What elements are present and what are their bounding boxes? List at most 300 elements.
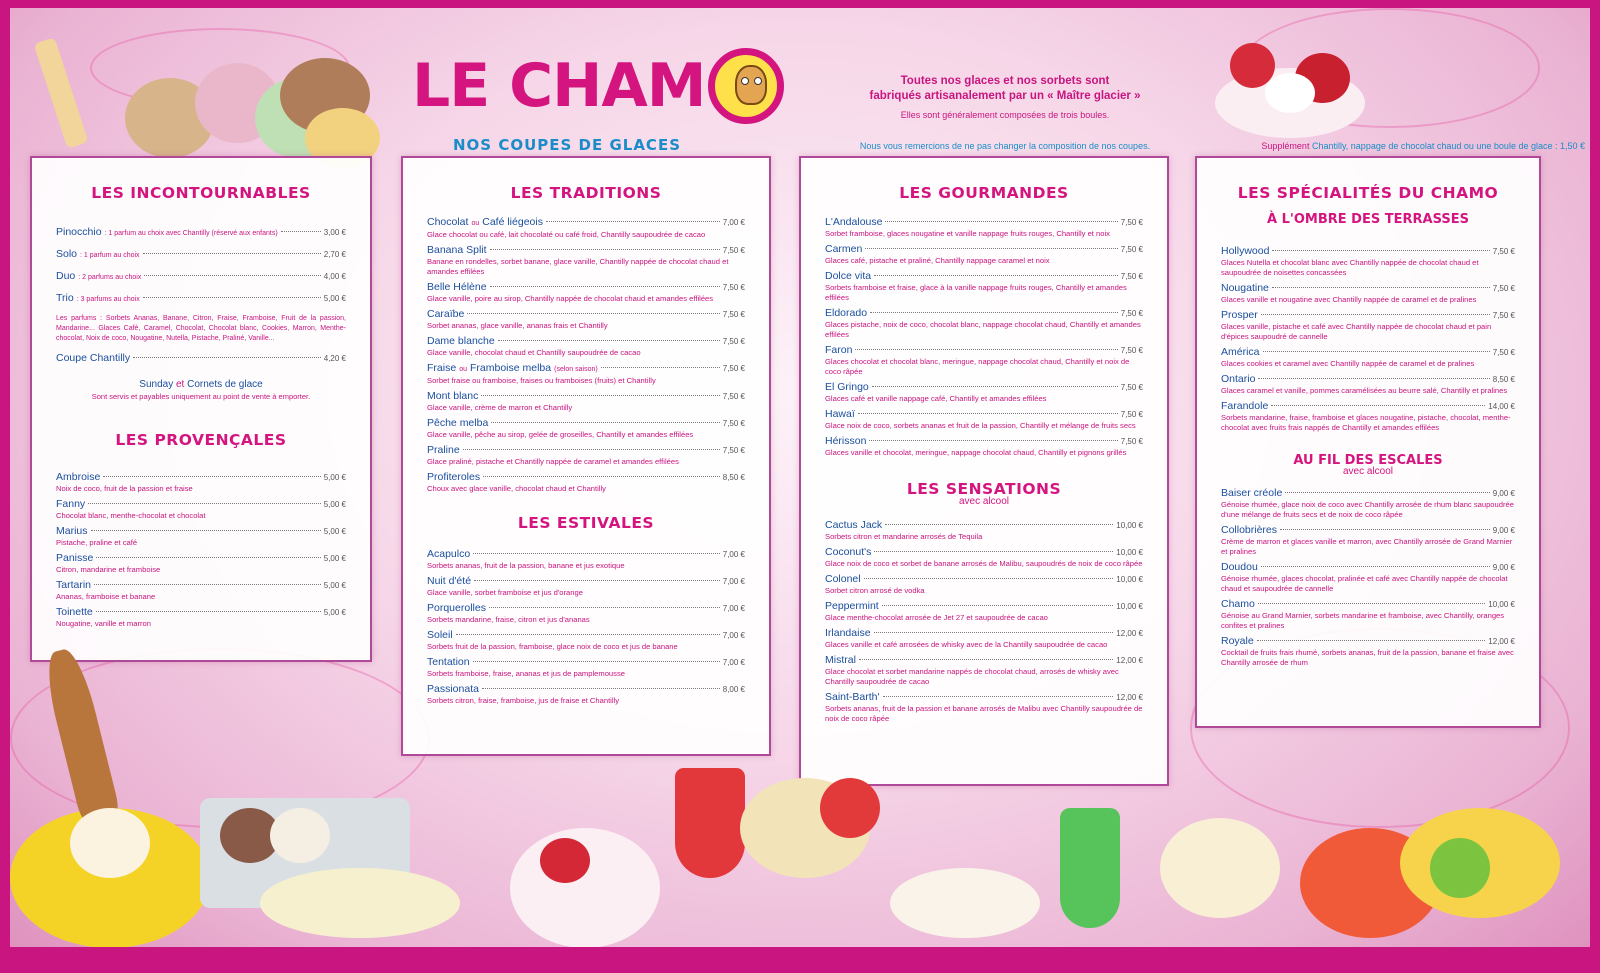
menu-item-row <box>825 243 1143 256</box>
menu-item-row <box>56 606 346 619</box>
item-description: Glaces caramel et vanille, pommes caramélisées au beurre salé, Chantilly et pralines <box>1221 386 1508 395</box>
dot-leader <box>1263 351 1490 352</box>
menu-item <box>403 390 769 413</box>
item-price: 7,50 € <box>722 364 745 373</box>
item-description: Glaces café, pistache et praliné, Chantilly nappage caramel et noix <box>825 256 1050 265</box>
subsection-subtitle: avec alcool <box>1342 466 1394 477</box>
menu-item-row <box>427 216 745 230</box>
menu-item <box>1197 245 1539 278</box>
menu-item <box>1197 309 1539 342</box>
dot-leader <box>1258 378 1489 379</box>
menu-item-row <box>825 408 1143 421</box>
item-price: 7,00 € <box>722 604 745 613</box>
item-price: 5,00 € <box>323 294 346 303</box>
menu-item <box>32 471 370 494</box>
item-description: Ananas, framboise et banane <box>56 592 156 601</box>
section-title: LES SENSATIONS <box>906 480 1062 498</box>
menu-item <box>1197 373 1539 396</box>
menu-item <box>403 244 769 277</box>
item-price: 9,00 € <box>1492 526 1515 535</box>
section-subtitle: avec alcool <box>958 496 1010 507</box>
item-description: Pistache, praline et café <box>56 538 138 547</box>
item-name: Pinocchio <box>56 226 102 238</box>
item-name: Profiteroles <box>427 471 481 483</box>
section-title: LES INCONTOURNABLES <box>91 184 311 202</box>
escales-list <box>1197 487 1539 668</box>
dot-leader <box>858 413 1118 414</box>
dot-leader <box>870 312 1118 313</box>
item-price: 7,50 € <box>722 283 745 292</box>
menu-item <box>32 270 370 284</box>
menu-item-row <box>427 656 745 669</box>
menu-item <box>801 344 1167 377</box>
menu-item-row <box>825 654 1143 667</box>
item-price: 7,00 € <box>722 550 745 559</box>
dot-leader <box>546 221 720 222</box>
dot-leader <box>143 253 321 254</box>
item-price: 5,00 € <box>323 500 346 509</box>
item-description: Génoise rhumée, glaces chocolat, pralinée et café avec Chantilly nappée de chocolat chaud et saupoudrée de cannelle <box>1221 574 1508 593</box>
item-description: Glace chocolat ou café, lait chocolaté ou café froid, Chantilly saupoudrée de cacao <box>427 230 706 239</box>
thanks-note: Nous vous remercions de ne pas changer la composition de nos coupes. <box>859 141 1151 151</box>
item-price: 5,00 € <box>323 608 346 617</box>
menu-item <box>403 602 769 625</box>
menu-item-row <box>1221 309 1515 322</box>
menu-item-row <box>1221 346 1515 359</box>
menu-item-row <box>1221 373 1515 386</box>
dot-leader <box>1272 287 1490 288</box>
item-name: Chocolat <box>427 216 469 228</box>
menu-item <box>801 381 1167 404</box>
item-name: Hérisson <box>825 435 867 447</box>
item-description: Glaces vanille, pistache et café avec Chantilly nappée de chocolat chaud et pain d'épices saupoudré de cannelle <box>1221 322 1492 341</box>
item-name: Porquerolles <box>427 602 486 614</box>
item-price: 7,50 € <box>722 246 745 255</box>
provencales-list <box>32 471 370 629</box>
menu-item <box>801 270 1167 303</box>
dot-leader <box>1261 566 1490 567</box>
item-price: 8,50 € <box>1492 375 1515 384</box>
menu-item <box>403 471 769 494</box>
menu-item-row <box>825 344 1143 357</box>
item-price: 5,00 € <box>323 581 346 590</box>
dot-leader <box>874 551 1113 552</box>
item-description: Glace chocolat et sorbet mandarine nappés de chocolat chaud, arrosés de whisky avec Chantilly saupoudrée de cacao <box>825 667 1119 686</box>
item-price: 12,00 € <box>1488 637 1515 646</box>
item-price: 12,00 € <box>1116 656 1143 665</box>
dot-leader <box>1257 640 1486 641</box>
item-name: Duo <box>56 270 76 282</box>
estivales-list <box>403 548 769 706</box>
dot-leader <box>96 557 320 558</box>
item-description: Glace vanille, sorbet framboise et jus d'orange <box>427 588 583 597</box>
menu-item-row <box>1221 524 1515 537</box>
dot-leader <box>490 286 720 287</box>
item-name: Dolce vita <box>825 270 872 282</box>
item-price: 7,00 € <box>722 577 745 586</box>
menu-item <box>1197 487 1539 520</box>
item-description: Sorbets framboise et fraise, glace à la vanille nappage fruits rouges, Chantilly et amandes effilées <box>825 283 1127 302</box>
item-name: Hollywood <box>1221 245 1270 257</box>
item-description: Sorbet ananas, glace vanille, ananas frais et Chantilly <box>427 321 608 330</box>
item-price: 7,50 € <box>1120 383 1143 392</box>
menu-item-row <box>427 444 745 457</box>
item-price: 7,50 € <box>1120 437 1143 446</box>
dot-leader <box>885 221 1117 222</box>
menu-item-row <box>1221 487 1515 500</box>
sunday-note: Sunday et Cornets de glace <box>139 379 263 390</box>
item-name: Doudou <box>1221 561 1258 573</box>
menu-item <box>801 519 1167 542</box>
item-description: Glace menthe-chocolat arrosée de Jet 27 et saupoudrée de cacao <box>825 613 1048 622</box>
menu-item <box>801 691 1167 724</box>
menu-item <box>801 573 1167 596</box>
menu-item <box>32 226 370 240</box>
item-price: 7,00 € <box>722 631 745 640</box>
menu-item-row <box>56 226 346 240</box>
item-inline-note: ou <box>459 366 467 373</box>
item-inline-note: : 2 parfums au choix <box>78 274 142 281</box>
menu-item <box>403 629 769 652</box>
incontournables-list <box>32 226 370 306</box>
item-price: 8,50 € <box>722 473 745 482</box>
item-name: Carmen <box>825 243 863 255</box>
menu-item <box>32 606 370 629</box>
gourmandes-list <box>801 216 1167 458</box>
menu-item-row <box>427 281 745 294</box>
menu-item-row <box>427 575 745 588</box>
menu-item-row <box>1221 561 1515 574</box>
menu-item <box>403 362 769 386</box>
dot-leader <box>144 275 320 276</box>
item-description: Glace vanille, chocolat chaud et Chantilly saupoudrée de cacao <box>427 348 641 357</box>
intro-text <box>840 74 1170 120</box>
item-name: Coconut's <box>825 546 872 558</box>
sunday-detail: Sont servis et payables uniquement au point de vente à emporter. <box>91 392 311 401</box>
terrasses-list <box>1197 245 1539 433</box>
item-name: Tentation <box>427 656 470 668</box>
item-description: Glaces Nutella et chocolat blanc avec Chantilly nappée de chocolat chaud et saupoudrée de noisettes concassées <box>1221 258 1479 277</box>
item-name: Hawaï <box>825 408 855 420</box>
menu-item-row <box>427 390 745 403</box>
subsection-title: AU FIL DES ESCALES <box>1293 453 1443 468</box>
subsection-title: À L'OMBRE DES TERRASSES <box>1267 212 1469 227</box>
item-name: Toinette <box>56 606 93 618</box>
item-price: 2,70 € <box>323 250 346 259</box>
parfums-note: Les parfums : Sorbets Ananas, Banane, Citron, Fraise, Framboise, Fruit de la passion, Mandarine... Glaces Café, Caramel, Chocolat, Chocolat blanc, Cookies, Marron, Menthe-chocolat, Noix de coco, Nougatine, Nutella, Pistache, Praliné, Vanille... <box>56 315 346 342</box>
section-title: LES ESTIVALES <box>517 514 655 532</box>
menu-item <box>403 444 769 467</box>
menu-item <box>1197 635 1539 668</box>
menu-item <box>801 627 1167 650</box>
dot-leader <box>456 634 720 635</box>
item-description: Génoise rhumée, glace noix de coco avec Chantilly arrosée de rhum blanc saupoudrée d'une mélange de fruits secs et de noix de coco râpée <box>1221 500 1514 519</box>
item-name: Collobrières <box>1221 524 1278 536</box>
item-name: Trio <box>56 292 74 304</box>
dot-leader <box>874 275 1118 276</box>
item-description: Glace noix de coco, sorbets ananas et fruit de la passion, Chantilly et mélange de fruits secs <box>825 421 1136 430</box>
item-name: Royale <box>1221 635 1254 647</box>
menu-item <box>403 417 769 440</box>
item-price: 12,00 € <box>1116 693 1143 702</box>
traditions-list <box>403 216 769 494</box>
dot-leader <box>473 661 720 662</box>
menu-item <box>32 579 370 602</box>
menu-item <box>801 435 1167 458</box>
item-description: Nougatine, vanille et marron <box>56 619 151 628</box>
menu-item-row <box>1221 400 1515 413</box>
item-name: Ambroise <box>56 471 101 483</box>
item-description: Sorbet fraise ou framboise, fraises ou framboises (fruits) et Chantilly <box>427 376 656 385</box>
item-name: Mont blanc <box>427 390 479 402</box>
item-description: Glace praliné, pistache et Chantilly nappée de caramel et amandes effilées <box>427 457 679 466</box>
item-price: 7,50 € <box>1120 346 1143 355</box>
item-description: Glace vanille, pêche au sirop, gelée de groseilles, Chantilly et amandes effilées <box>427 430 694 439</box>
menu-item-coupe-chantilly: Coupe Chantilly 4,20 € <box>56 352 346 364</box>
item-name: Farandole <box>1221 400 1269 412</box>
item-description: Cocktail de fruits frais rhumé, sorbets ananas, fruit de la passion, banane et fraise avec Chantilly arrosée de rhum <box>1221 648 1514 667</box>
item-description: Crème de marron et glaces vanille et marron, avec Chantilly arrosée de Grand Marnier et pralines <box>1221 537 1513 556</box>
item-name: El Gringo <box>825 381 869 393</box>
item-name: L'Andalouse <box>825 216 883 228</box>
item-name: Belle Hélène <box>427 281 487 293</box>
item-price: 9,00 € <box>1492 563 1515 572</box>
ice-cream-scoops-image <box>30 38 390 168</box>
item-name: Pêche melba <box>427 417 489 429</box>
item-price: 7,50 € <box>722 310 745 319</box>
menu-item-row <box>427 417 745 430</box>
dot-leader <box>601 367 720 368</box>
menu-item <box>1197 400 1539 433</box>
menu-item-row <box>825 691 1143 704</box>
dot-leader <box>1285 492 1489 493</box>
item-name: Passionata <box>427 683 479 695</box>
item-price: 8,00 € <box>722 685 745 694</box>
dot-leader <box>281 231 321 232</box>
dot-leader <box>1261 314 1490 315</box>
item-price: 5,00 € <box>323 527 346 536</box>
item-name: Praline <box>427 444 460 456</box>
menu-item <box>1197 561 1539 594</box>
dot-leader <box>473 553 720 554</box>
item-description: Glace noix de coco et sorbet de banane arrosés de Malibu, saupoudrés de noix de coco râpée <box>825 559 1143 568</box>
menu-item <box>403 575 769 598</box>
dot-leader <box>872 386 1118 387</box>
menu-item-row <box>427 683 745 696</box>
item-description: Glaces vanille et chocolat, meringue, nappage chocolat chaud, Chantilly et pignons grillés <box>825 448 1127 457</box>
item-description: Banane en rondelles, sorbet banane, glace vanille, Chantilly nappée de chocolat chaud et amandes effilées <box>427 257 729 276</box>
dot-leader <box>885 524 1113 525</box>
item-description: Noix de coco, fruit de la passion et fraise <box>56 484 193 493</box>
menu-item-row <box>427 335 745 348</box>
item-name: Ontario <box>1221 373 1256 385</box>
menu-item <box>32 248 370 262</box>
item-price: 7,00 € <box>722 658 745 667</box>
item-description: Sorbets mandarine, fraise, framboise et glaces nougatine, pistache, chocolat, menthe-chocolat avec fruits frais nappés de Chantilly et amandes effilées <box>1221 413 1511 432</box>
item-name: Fanny <box>56 498 86 510</box>
item-price: 7,50 € <box>722 392 745 401</box>
item-name-alt: Framboise melba <box>469 362 552 374</box>
dot-leader <box>855 349 1117 350</box>
camel-logo-icon <box>708 48 784 124</box>
item-price: 3,00 € <box>323 228 346 237</box>
intro-line-1: Toutes nos glaces et nos sorbets sont <box>900 75 1110 87</box>
item-price: 5,00 € <box>323 473 346 482</box>
item-name: Soleil <box>427 629 453 641</box>
menu-item <box>403 656 769 679</box>
item-price: 9,00 € <box>1492 489 1515 498</box>
page-subtitle: NOS COUPES DE GLACES <box>453 136 681 154</box>
dot-leader <box>882 605 1114 606</box>
item-price: 7,50 € <box>722 337 745 346</box>
menu-item <box>403 216 769 240</box>
menu-item-row <box>427 362 745 376</box>
dot-leader <box>498 340 720 341</box>
item-name: Fraise <box>427 362 457 374</box>
menu-item-row <box>56 579 346 592</box>
section-title: LES SPÉCIALITÉS DU CHAMO <box>1237 184 1499 202</box>
menu-item-row <box>825 546 1143 559</box>
item-price: 7,50 € <box>1120 245 1143 254</box>
item-price: 10,00 € <box>1116 548 1143 557</box>
menu-item-row <box>56 525 346 538</box>
item-description: Sorbets ananas, fruit de la passion et banane arrosés de Malibu avec Chantilly saupoudrée de noix de coco râpée <box>825 704 1143 723</box>
menu-item-row <box>825 627 1143 640</box>
menu-item <box>403 683 769 706</box>
menu-item <box>403 281 769 304</box>
menu-item-row <box>56 270 346 284</box>
dot-leader <box>96 611 321 612</box>
menu-item <box>1197 282 1539 305</box>
panel-specialites <box>1195 156 1541 728</box>
item-price: 7,50 € <box>722 419 745 428</box>
menu-item-row <box>825 600 1143 613</box>
item-name: Nougatine <box>1221 282 1269 294</box>
dot-leader <box>490 249 720 250</box>
section-title: LES GOURMANDES <box>899 184 1069 202</box>
menu-item-row <box>427 548 745 561</box>
item-price: 7,50 € <box>1120 272 1143 281</box>
menu-item <box>403 335 769 358</box>
menu-item-row <box>825 216 1143 229</box>
section-title: LES PROVENÇALES <box>115 431 287 449</box>
item-price: 4,00 € <box>323 272 346 281</box>
item-name: Irlandaise <box>825 627 871 639</box>
strawberry-sundae-image <box>1205 28 1375 138</box>
menu-item <box>32 498 370 521</box>
item-name: Banana Split <box>427 244 487 256</box>
menu-item-row <box>825 270 1143 283</box>
item-inline-note: : 1 parfum au choix avec Chantilly (réservé aux enfants) <box>104 230 278 237</box>
menu-item <box>32 552 370 575</box>
item-name: Solo <box>56 248 78 260</box>
item-description: Sorbets mandarine, fraise, citron et jus d'ananas <box>427 615 590 624</box>
desserts-photo-strip <box>10 768 1590 948</box>
item-description: Glace vanille, poire au sirop, Chantilly nappée de chocolat chaud et amandes effilées <box>427 294 714 303</box>
dot-leader <box>865 248 1117 249</box>
item-name: Mistral <box>825 654 856 666</box>
dot-leader <box>467 313 719 314</box>
logo-text: LE CHAM <box>412 51 706 121</box>
item-name: Marius <box>56 525 88 537</box>
menu-item <box>1197 598 1539 631</box>
menu-item <box>801 216 1167 239</box>
dot-leader <box>143 297 321 298</box>
dot-leader <box>874 632 1114 633</box>
menu-item-row <box>1221 282 1515 295</box>
item-price: 14,00 € <box>1488 402 1515 411</box>
section-title: LES TRADITIONS <box>510 184 662 202</box>
item-name: Dame blanche <box>427 335 495 347</box>
item-price: 10,00 € <box>1116 602 1143 611</box>
item-description: Glaces pistache, noix de coco, chocolat blanc, nappage chocolat chaud, Chantilly et amandes effilées <box>825 320 1141 339</box>
item-name: Tartarin <box>56 579 92 591</box>
sensations-list <box>801 519 1167 724</box>
dot-leader <box>474 580 720 581</box>
item-name: Acapulco <box>427 548 471 560</box>
menu-item-row <box>427 471 745 484</box>
panel-gourmandes <box>799 156 1169 786</box>
dot-leader <box>1271 405 1485 406</box>
item-name: Nuit d'été <box>427 575 472 587</box>
dot-leader <box>481 395 719 396</box>
item-name-alt: Café liégeois <box>482 216 543 228</box>
item-name: Baiser créole <box>1221 487 1283 499</box>
item-description: Sorbets framboise, fraise, ananas et jus de pamplemousse <box>427 669 625 678</box>
item-name: Saint-Barth' <box>825 691 880 703</box>
intro-note: Elles sont généralement composées de trois boules. <box>900 110 1110 120</box>
menu-item <box>403 548 769 571</box>
bottom-band <box>10 947 1590 965</box>
item-description: Citron, mandarine et framboise <box>56 565 161 574</box>
item-price: 10,00 € <box>1488 600 1515 609</box>
item-description: Sorbet framboise, glaces nougatine et vanille nappage fruits rouges, Chantilly et noix <box>825 229 1110 238</box>
intro-line-2: fabriqués artisanalement par un « Maître glacier » <box>869 90 1141 102</box>
item-name: Colonel <box>825 573 861 585</box>
menu-item-row <box>427 629 745 642</box>
panel-traditions <box>401 156 771 756</box>
item-description: Glaces cookies et caramel avec Chantilly nappée de caramel et de pralines <box>1221 359 1475 368</box>
item-price: 7,50 € <box>1492 247 1515 256</box>
item-name: Cactus Jack <box>825 519 883 531</box>
item-name: Eldorado <box>825 307 868 319</box>
menu-item-row <box>1221 598 1515 611</box>
dot-leader <box>864 578 1114 579</box>
item-name: Peppermint <box>825 600 879 612</box>
menu-item <box>801 408 1167 431</box>
menu-item-row <box>56 292 346 306</box>
menu-item-row <box>56 248 346 262</box>
menu-item-row <box>1221 635 1515 648</box>
menu-item-row <box>427 602 745 615</box>
dot-leader <box>88 503 321 504</box>
item-description: Sorbets citron et mandarine arrosés de Tequila <box>825 532 983 541</box>
item-description: Glaces café et vanille nappage café, Chantilly et amandes effilées <box>825 394 1047 403</box>
item-name: América <box>1221 346 1260 358</box>
item-description: Glaces chocolat et chocolat blanc, meringue, nappage chocolat chaud, Chantilly et noix de coco râpée <box>825 357 1130 376</box>
panel-incontournables <box>30 156 372 662</box>
menu-item-row <box>56 471 346 484</box>
menu-item <box>1197 346 1539 369</box>
menu-item <box>403 308 769 331</box>
menu-item-row <box>825 307 1143 320</box>
menu-item-row <box>825 573 1143 586</box>
item-description: Sorbets fruit de la passion, framboise, glace noix de coco et jus de banane <box>427 642 678 651</box>
item-inline-note: ou <box>471 220 480 227</box>
menu-item-row <box>825 435 1143 448</box>
item-description: Génoise au Grand Marnier, sorbets mandarine et framboise, avec Chantilly, oranges confites et pralines <box>1221 611 1505 630</box>
item-description: Glaces vanille et café arrosées de whisky avec de la Chantilly saupoudrée de cacao <box>825 640 1108 649</box>
